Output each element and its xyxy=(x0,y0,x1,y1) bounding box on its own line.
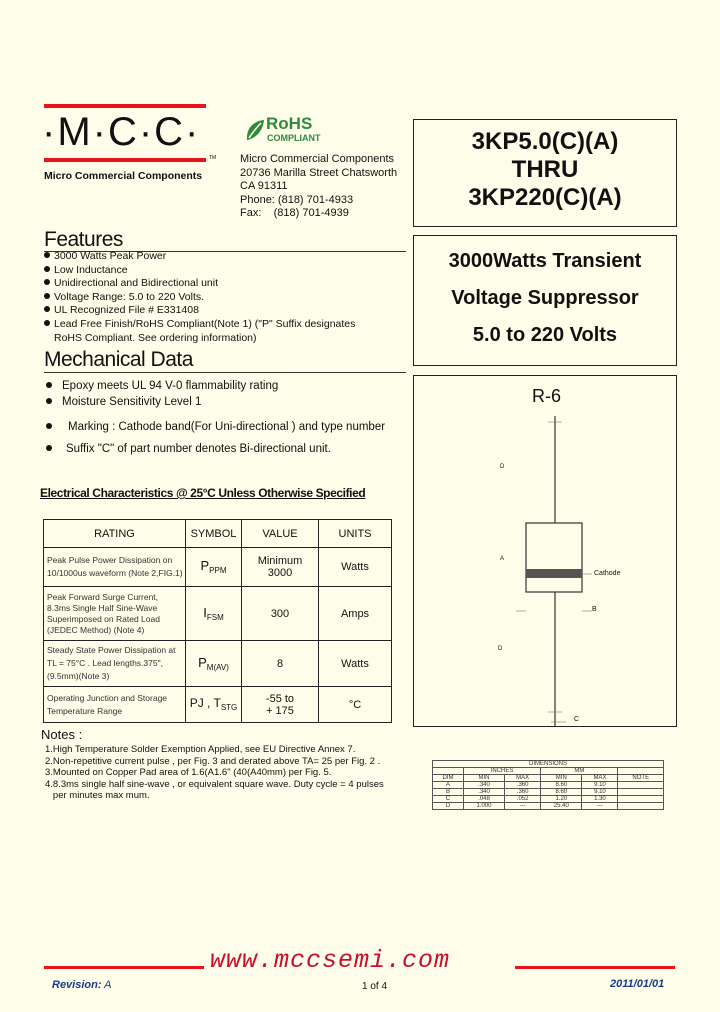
mech-item: Suffix "C" of part number denotes Bi-directional unit. xyxy=(46,443,331,455)
feature-item: Low Inductance xyxy=(44,264,355,278)
feature-item: Lead Free Finish/RoHS Compliant(Note 1) ("P" Suffix designates xyxy=(44,318,355,332)
leaf-icon xyxy=(244,118,266,144)
feature-item: 3000 Watts Peak Power xyxy=(44,250,355,264)
feature-item: RoHS Compliant. See ordering information) xyxy=(54,331,257,344)
note-item: per minutes max mum. xyxy=(45,790,150,802)
part-line2: THRU xyxy=(511,156,579,183)
feature-item: UL Recognized File # E331408 xyxy=(44,304,355,318)
dimensions-table xyxy=(432,760,664,810)
electrical-heading: Electrical Characteristics @ 25°C Unless Otherwise Specified xyxy=(40,486,366,500)
company-name: Micro Commercial Components xyxy=(44,170,203,182)
feature-item: Voltage Range: 5.0 to 220 Volts. xyxy=(44,291,355,305)
table-row: Peak Forward Surge Current, 8.3ms Single Half Sine-Wave Superimposed on Rated Load (JEDEC Method) (Note 4) $I_{FSM}$ 300 Amps xyxy=(44,587,392,641)
table-row: C .048 .052 1.20 1.30 xyxy=(433,796,664,803)
mechanical-rule xyxy=(44,372,406,373)
table-row: Steady State Power Dissipation at TL = 75°C . Lead lengths.375", (9.5mm)(Note 3) $P_{M(AV)}$ 8 Watts xyxy=(44,641,392,687)
notes-heading: Notes : xyxy=(41,727,83,742)
revision: Revision: A xyxy=(52,979,112,991)
dim-header-row: DIM MIN MAX MIN MAX NOTE xyxy=(433,775,664,782)
address-line: Phone: (818) 701-4933 xyxy=(240,193,354,206)
note-item: 1.High Temperature Solder Exemption Applied, see EU Directive Annex 7. xyxy=(45,744,356,755)
header-value: VALUE xyxy=(242,520,319,548)
mech-item: Marking : Cathode band(For Uni-directional ) and type number xyxy=(46,421,385,433)
company-logo: ·M·C·C· xyxy=(42,110,201,154)
doc-date: 2011/01/01 xyxy=(610,978,665,990)
dim-group-inches: INCHES xyxy=(463,768,540,775)
address-line: CA 91311 xyxy=(240,180,288,192)
header-rating: RATING xyxy=(44,520,186,548)
header-symbol: SYMBOL xyxy=(186,520,242,548)
address-line: 20736 Marilla Street Chatsworth xyxy=(240,166,398,179)
package-drawing xyxy=(414,376,676,726)
note-item: 4.8.3ms single half sine-wave , or equivalent square wave. Duty cycle = 4 pulses xyxy=(45,778,384,790)
desc-line2: Voltage Suppressor xyxy=(451,287,639,309)
label-b: B xyxy=(592,606,597,613)
header-units: UNITS xyxy=(319,520,392,548)
table-row: A .340 .360 8.60 9.10 xyxy=(433,782,664,789)
mech-item: Epoxy meets UL 94 V-0 flammability rating xyxy=(46,380,278,392)
part-line3: 3KP220(C)(A) xyxy=(468,184,622,211)
rohs-badge xyxy=(244,116,336,148)
notes-list xyxy=(45,744,384,802)
label-d-bottom: D xyxy=(498,646,503,652)
address-line: Micro Commercial Components xyxy=(240,153,395,165)
mech-item: Moisture Sensitivity Level 1 xyxy=(46,396,201,408)
logo-top-bar xyxy=(44,104,206,108)
table-row: Peak Pulse Power Dissipation on 10/1000us waveform (Note 2,FIG.1) $P_{PPM}$ Minimum 3000 Watts xyxy=(44,548,392,587)
footer-bar-left xyxy=(44,966,204,969)
footer-bar-right xyxy=(515,966,675,969)
features-heading: Features xyxy=(44,228,123,251)
desc-line1: 3000Watts Transient xyxy=(448,250,642,272)
part-number-box xyxy=(413,119,677,227)
address-line: Fax: (818) 701-4939 xyxy=(240,207,349,219)
cathode-label: Cathode xyxy=(594,570,621,577)
trademark: TM xyxy=(209,155,217,161)
package-box xyxy=(413,375,677,727)
rohs-title: RoHS xyxy=(266,114,313,133)
table-row: D 1.000 --- 25.40 --- xyxy=(433,803,664,810)
label-a: A xyxy=(500,556,505,562)
label-c: C xyxy=(574,716,580,723)
table-row: B .340 .360 8.60 9.10 xyxy=(433,789,664,796)
feature-item: Unidirectional and Bidirectional unit xyxy=(44,277,355,291)
description-box xyxy=(413,235,677,366)
table-row: Operating Junction and Storage Temperature Range PJ , $T_{STG}$ -55 to + 175 °C xyxy=(44,687,392,723)
rohs-subtitle: COMPLIANT xyxy=(267,133,321,143)
electrical-table xyxy=(43,519,392,723)
dim-group-mm: MM xyxy=(541,768,618,775)
website-link[interactable]: www.mccsemi.com xyxy=(210,946,451,975)
package-name: R-6 xyxy=(532,386,562,406)
dim-title: DIMENSIONS xyxy=(433,761,664,768)
label-d-top: D xyxy=(500,464,505,470)
part-line1: 3KP5.0(C)(A) xyxy=(471,128,619,155)
features-list xyxy=(44,250,355,345)
company-address xyxy=(240,153,397,221)
note-item: 3.Mounted on Copper Pad area of 1.6(A1.6" (40(A40mm) per Fig. 5. xyxy=(45,767,332,779)
page-number: 1 of 4 xyxy=(362,981,388,992)
desc-line3: 5.0 to 220 Volts xyxy=(472,324,618,346)
note-item: 2.Non-repetitive current pulse , per Fig. 3 and derated above TA= 25 per Fig. 2 . xyxy=(45,755,381,767)
logo-bottom-bar xyxy=(44,158,206,162)
mechanical-heading: Mechanical Data xyxy=(44,348,193,371)
